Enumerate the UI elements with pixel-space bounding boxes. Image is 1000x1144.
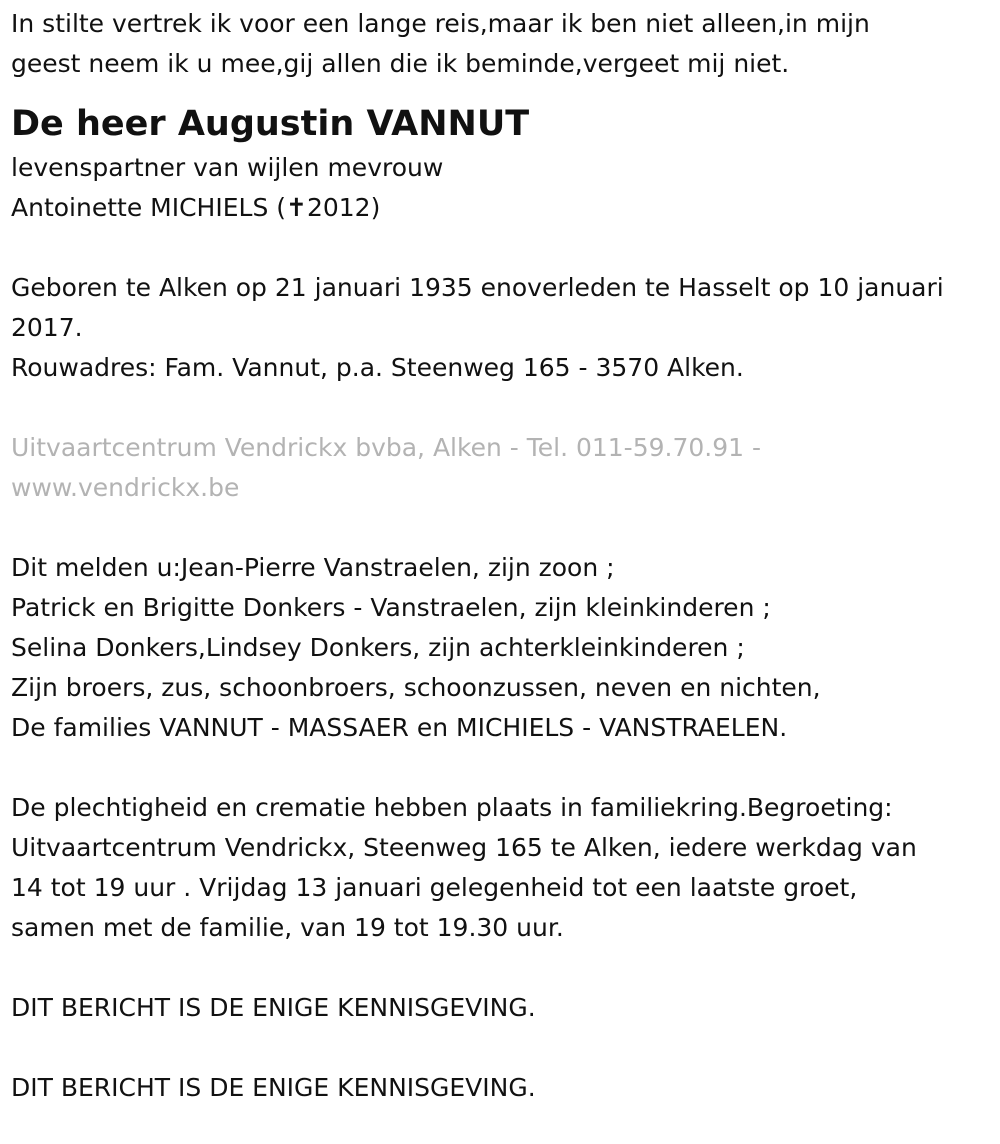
announcer-line: Patrick en Brigitte Donkers - Vanstraelen, zijn kleinkinderen ; — [11, 593, 771, 622]
announcer-line: Zijn broers, zus, schoonbroers, schoonzussen, neven en nichten, — [11, 673, 821, 702]
birth-death-line-1: Geboren te Alken op 21 januari 1935 enoverleden te Hasselt op 10 januari — [11, 273, 944, 302]
intro-text-line-2: geest neem ik u mee,gij allen die ik beminde,vergeet mij niet. — [11, 49, 790, 78]
intro-text-line-1: In stilte vertrek ik voor een lange reis,maar ik ben niet alleen,in mijn — [11, 9, 870, 38]
announcer-line: Dit melden u:Jean-Pierre Vanstraelen, zijn zoon ; — [11, 553, 615, 582]
funeral-home-website[interactable]: www.vendrickx.be — [11, 473, 240, 502]
spacer — [11, 748, 996, 788]
spacer — [11, 1028, 996, 1068]
mourning-address: Rouwadres: Fam. Vannut, p.a. Steenweg 165 - 3570 Alken. — [11, 353, 744, 382]
notice-line: DIT BERICHT IS DE ENIGE KENNISGEVING. — [11, 1073, 536, 1102]
funeral-home-line-1: Uitvaartcentrum Vendrickx bvba, Alken - Tel. 011-59.70.91 - — [11, 433, 761, 462]
spacer — [11, 508, 996, 548]
announcer-line: De families VANNUT - MASSAER en MICHIELS - VANSTRAELEN. — [11, 713, 788, 742]
ceremony-line: De plechtigheid en crematie hebben plaats in familiekring.Begroeting: — [11, 793, 893, 822]
partner-line-2: Antoinette MICHIELS (✝2012) — [11, 193, 381, 222]
ceremony-line: 14 tot 19 uur . Vrijdag 13 januari gelegenheid tot een laatste groet, — [11, 873, 858, 902]
spacer — [11, 948, 996, 988]
notice-line: DIT BERICHT IS DE ENIGE KENNISGEVING. — [11, 993, 536, 1022]
spacer — [11, 388, 996, 428]
deceased-name: De heer Augustin VANNUT — [11, 104, 530, 144]
spacer — [11, 228, 996, 268]
announcer-line: Selina Donkers,Lindsey Donkers, zijn achterkleinkinderen ; — [11, 633, 745, 662]
ceremony-line: samen met de familie, van 19 tot 19.30 uur. — [11, 913, 564, 942]
partner-line-1: levenspartner van wijlen mevrouw — [11, 153, 444, 182]
ceremony-line: Uitvaartcentrum Vendrickx, Steenweg 165 te Alken, iedere werkdag van — [11, 833, 917, 862]
obituary-notice — [11, 4, 996, 1108]
birth-death-line-2: 2017. — [11, 313, 83, 342]
